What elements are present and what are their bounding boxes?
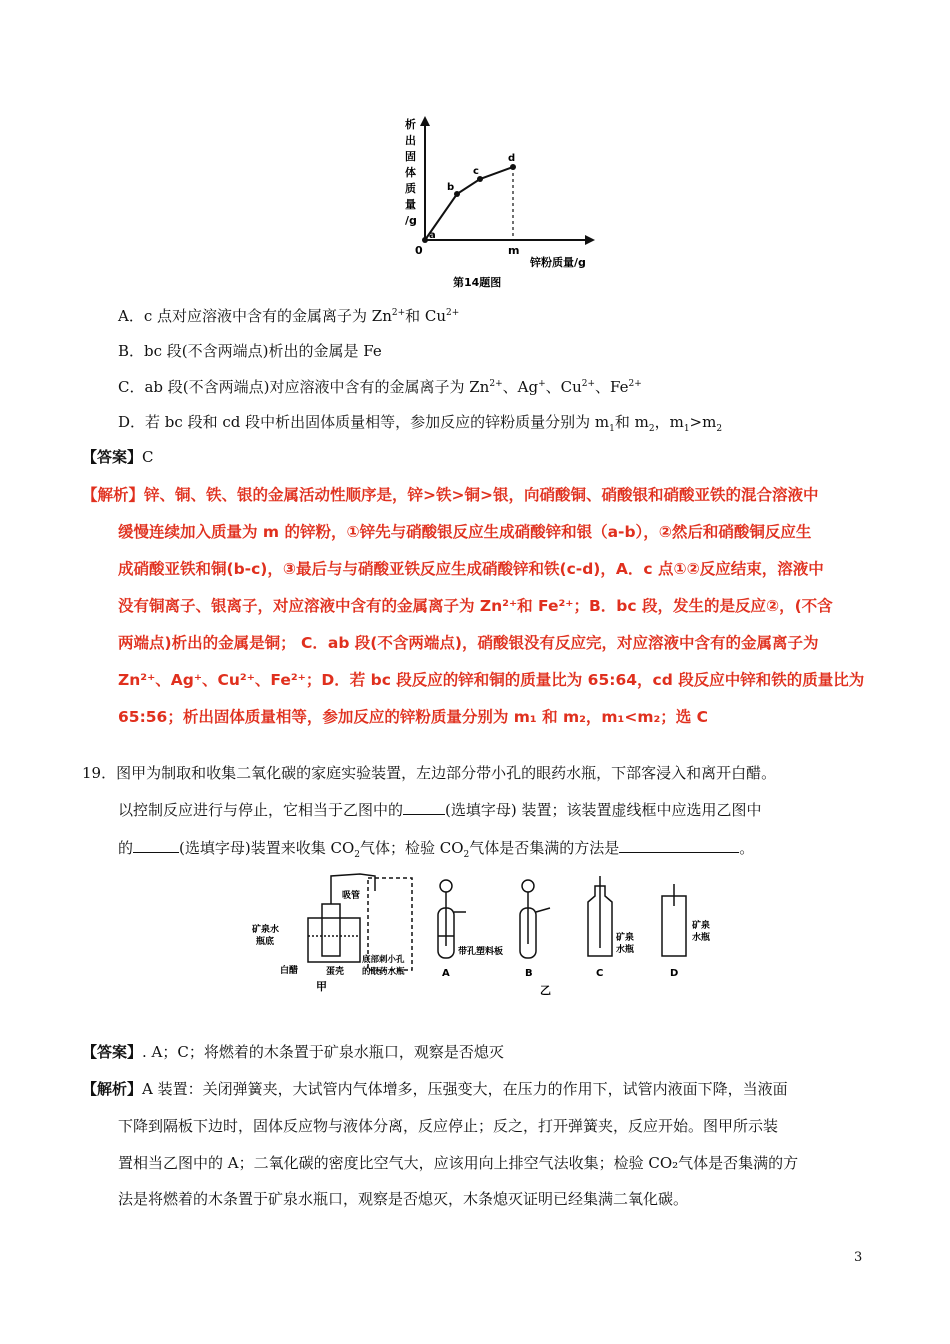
- point-a: [422, 237, 428, 243]
- q18-analysis-line-6: Zn²⁺、Ag⁺、Cu²⁺、Fe²⁺；D．若 bc 段反应的锌和铜的质量比为 65:64，cd 段反应中锌和铁的质量比为: [118, 671, 865, 689]
- y-label-3: 固: [405, 150, 416, 163]
- bottle-label-d-2: 水瓶: [692, 933, 711, 943]
- bottle-label-d-1: 矿泉: [692, 921, 711, 931]
- q19-answer: 【答案】. A；C；将燃着的木条置于矿泉水瓶口，观察是否熄灭: [82, 1043, 504, 1061]
- jia-label-eggshell: 蛋壳: [326, 967, 345, 977]
- origin-label: 0: [415, 244, 423, 257]
- jia-label-bottle-2: 瓶底: [256, 937, 275, 947]
- y-label-4: 体: [405, 166, 416, 179]
- jia-label-bottle-1: 矿泉水: [252, 925, 280, 935]
- label-a: a: [429, 230, 436, 241]
- y-label-7: /g: [405, 214, 417, 227]
- page-number: 3: [854, 1250, 863, 1265]
- letter-d: D: [670, 968, 679, 979]
- curve-line: [425, 167, 513, 240]
- option-c: C．ab 段(不含两端点)对应溶液中含有的金属离子为 $Zn^{2+}$、Ag+、$Cu^{2+}$、$Fe^{2+}$: [118, 378, 642, 396]
- x-axis-arrow: [585, 235, 595, 245]
- point-b: [454, 191, 460, 197]
- jia-caption: 甲: [316, 980, 327, 993]
- eye-dropper-bottle: [322, 904, 340, 956]
- plate-label: 带孔塑料板: [458, 947, 504, 957]
- m-label: m: [508, 244, 520, 257]
- figure-caption: 第14题图: [453, 276, 502, 289]
- q18-answer: 【答案】C: [82, 448, 154, 466]
- jia-label-straw: 吸管: [342, 891, 361, 901]
- funnel-bulb-a: [440, 880, 452, 892]
- letter-a: A: [442, 968, 450, 979]
- figure-14-graph: [395, 112, 610, 292]
- yi-caption: 乙: [540, 984, 551, 997]
- blank-1: [403, 800, 445, 815]
- letter-b: B: [525, 968, 533, 979]
- q19-line-2: 以控制反应进行与停止，它相当于乙图中的 (选填字母) 装置；该装置虚线框中应选用乙图中: [118, 801, 762, 819]
- y-axis-arrow: [420, 116, 430, 126]
- q19-line-1: 19．图甲为制取和收集二氧化碳的家庭实验装置，左边部分带小孔的眼药水瓶，下部客浸入和离开白醋。: [82, 764, 777, 782]
- q18-analysis-line-7: 65:56；析出固体质量相等，参加反应的锌粉质量分别为 m₁ 和 m₂，m₁<m₂；选 C: [118, 708, 709, 726]
- q19-analysis-line-1: 【解析】A 装置：关闭弹簧夹，大试管内气体增多，压强变大，在压力的作用下，试管内液面下降，当液面: [82, 1080, 788, 1098]
- y-label-5: 质: [405, 182, 416, 195]
- q18-analysis-line-1: 【解析】锌、铜、铁、银的金属活动性顺序是，锌>铁>铜>银，向硝酸铜、硝酸银和硝酸亚铁的混合溶液中: [82, 486, 819, 504]
- q18-analysis-line-2: 缓慢连续加入质量为 m 的锌粉，①锌先与硝酸银反应生成硝酸锌和银（a-b），②然后和硝酸铜反应生: [118, 523, 812, 541]
- option-a: A．c 点对应溶液中含有的金属离子为 $Zn^{2+}$和 $Cu^{2+}$: [118, 307, 460, 325]
- label-d: d: [508, 153, 516, 164]
- y-label-1: 析: [405, 118, 416, 131]
- q18-analysis-line-3: 成硝酸亚铁和铜(b-c)，③最后与与硝酸亚铁反应生成硝酸锌和铁(c-d)，A．c 点①②反应结束，溶液中: [118, 560, 824, 578]
- label-b: b: [447, 182, 455, 193]
- apparatus-c: [588, 876, 612, 956]
- apparatus-d: [662, 884, 686, 956]
- blank-3: [619, 838, 739, 853]
- y-label-2: 出: [405, 134, 416, 147]
- x-axis-label: 锌粉质量/g: [530, 256, 586, 269]
- option-b: B．bc 段(不含两端点)析出的金属是 Fe: [118, 342, 382, 360]
- q19-line-3: 的 (选填字母)装置来收集 $CO_2$气体；检验 $CO_2$气体是否集满的方法是 。: [118, 839, 755, 860]
- q19-analysis-line-3: 置相当乙图中的 A；二氧化碳的密度比空气大，应该用向上排空气法收集；检验 CO₂气体是否集满的方: [118, 1154, 799, 1172]
- jia-label-vinegar: 白醋: [280, 966, 299, 976]
- q18-analysis-line-5: 两端点)析出的金属是铜； C．ab 段(不含两端点)，硝酸银没有反应完，对应溶液中含有的金属离子为: [118, 634, 819, 652]
- y-label-6: 量: [405, 198, 416, 211]
- label-c: c: [473, 166, 479, 177]
- jia-label-hole-2: 的眼药水瓶: [362, 967, 405, 977]
- option-d: D．若 bc 段和 cd 段中析出固体质量相等，参加反应的锌粉质量分别为 $m_1$和 $m_2$，$m_1>m_2$: [118, 413, 723, 434]
- funnel-bulb-b: [522, 880, 534, 892]
- letter-c: C: [596, 968, 604, 979]
- side-tube-b: [536, 908, 550, 912]
- bottle-label-c-1: 矿泉: [616, 933, 635, 943]
- q19-analysis-line-2: 下降到隔板下边时，固体反应物与液体分离，反应停止；反之，打开弹簧夹，反应开始。图甲所示装: [118, 1117, 779, 1135]
- q18-analysis-line-4: 没有铜离子、银离子，对应溶液中含有的金属离子为 Zn²⁺和 Fe²⁺；B．bc 段，发生的是反应②，(不含: [118, 597, 833, 615]
- blank-2: [133, 838, 179, 853]
- q19-analysis-line-4: 法是将燃着的木条置于矿泉水瓶口，观察是否熄灭，木条熄灭证明已经集满二氧化碳。: [118, 1190, 689, 1208]
- q19-apparatus-figure: [250, 866, 730, 1006]
- jia-label-hole-1: 底部刺小孔: [362, 955, 405, 965]
- apparatus-b: [520, 880, 550, 958]
- point-d: [510, 164, 516, 170]
- bottle-label-c-2: 水瓶: [616, 945, 635, 955]
